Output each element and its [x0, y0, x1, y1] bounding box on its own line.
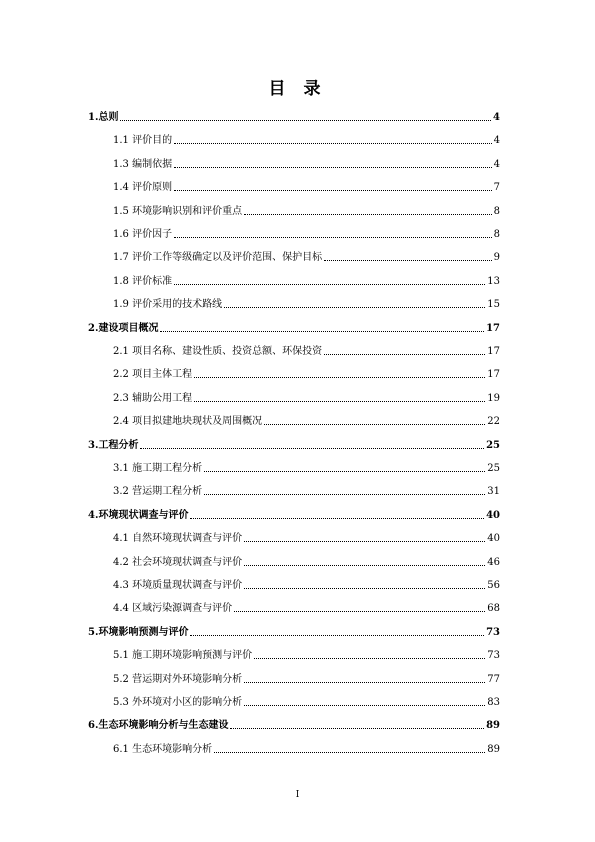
toc-entry-page-number: 25	[486, 439, 500, 451]
toc-entry-page-number: 73	[486, 626, 500, 638]
dot-leader	[264, 424, 485, 425]
dot-leader	[254, 658, 485, 659]
toc-entry-label: 2.1 项目名称、建设性质、投资总额、环保投资	[113, 346, 323, 357]
toc-entry-label: 3.2 营运期工程分析	[113, 486, 203, 498]
dot-leader	[244, 682, 485, 683]
toc-entry-label: 5.2 营运期对外环境影响分析	[113, 673, 243, 685]
toc-section-entry[interactable]	[113, 414, 500, 428]
toc-entry-label: 4.3 环境质量现状调查与评价	[113, 580, 243, 591]
toc-chapter-entry[interactable]	[88, 321, 500, 335]
toc-entry-label: 2.建设项目概况	[88, 322, 159, 334]
toc-section-entry[interactable]	[113, 555, 500, 569]
toc-entry-label: 1.5 环境影响识别和评价重点	[113, 205, 243, 217]
dot-leader	[140, 448, 484, 449]
toc-entry-page-number: 4	[493, 158, 500, 170]
toc-entry-page-number: 40	[487, 533, 500, 545]
toc-entry-label: 6.生态环境影响分析与生态建设	[88, 720, 229, 732]
toc-entry-label: 4.4 区域污染源调查与评价	[113, 603, 233, 615]
toc-entry-label: 3.工程分析	[88, 439, 139, 451]
toc-section-entry[interactable]	[113, 250, 500, 264]
toc-entry-label: 1.9 评价采用的技术路线	[113, 299, 223, 311]
dot-leader	[244, 705, 485, 706]
toc-entry-page-number: 19	[487, 392, 500, 404]
toc-entry-page-number: 17	[487, 346, 500, 357]
dot-leader	[120, 120, 491, 121]
dot-leader	[214, 752, 485, 753]
dot-leader	[230, 728, 484, 729]
dot-leader	[174, 190, 492, 191]
toc-section-entry[interactable]	[113, 274, 500, 288]
dot-leader	[174, 237, 492, 238]
toc-section-entry[interactable]	[113, 531, 500, 545]
toc-section-entry[interactable]	[113, 648, 500, 662]
toc-entry-label: 1.总则	[88, 112, 119, 123]
toc-chapter-entry[interactable]	[88, 718, 500, 732]
toc-entry-label: 4.1 自然环境现状调查与评价	[113, 533, 243, 545]
dot-leader	[160, 331, 484, 332]
toc-section-entry[interactable]	[113, 180, 500, 194]
toc-section-entry[interactable]	[113, 578, 500, 592]
toc-entry-page-number: 77	[487, 673, 500, 685]
toc-entry-label: 4.2 社会环境现状调查与评价	[113, 556, 243, 568]
dot-leader	[244, 214, 492, 215]
dot-leader	[234, 611, 485, 612]
toc-section-entry[interactable]	[113, 461, 500, 475]
toc-entry-page-number: 89	[487, 743, 500, 755]
toc-entry-label: 2.3 辅助公用工程	[113, 392, 193, 404]
toc-section-entry[interactable]	[113, 672, 500, 686]
toc-entry-label: 1.6 评价因子	[113, 229, 173, 240]
toc-entry-label: 5.1 施工期环境影响预测与评价	[113, 650, 253, 662]
toc-entry-label: 1.3 编制依据	[113, 158, 173, 170]
dot-leader	[324, 354, 485, 355]
toc-entry-page-number: 25	[487, 463, 500, 474]
toc-entry-label: 5.环境影响预测与评价	[88, 626, 189, 638]
toc-chapter-entry[interactable]	[88, 508, 500, 522]
toc-chapter-entry[interactable]	[88, 110, 500, 124]
dot-leader	[204, 494, 485, 495]
toc-entry-page-number: 4	[493, 112, 500, 123]
toc-section-entry[interactable]	[113, 227, 500, 241]
toc-title: 目 录	[268, 79, 327, 99]
toc-entry-page-number: 89	[486, 720, 500, 732]
toc-entry-page-number: 8	[493, 205, 500, 217]
toc-entry-label: 1.1 评价目的	[113, 135, 173, 147]
toc-entry-page-number: 46	[487, 556, 500, 568]
toc-section-entry[interactable]	[113, 742, 500, 756]
dot-leader	[174, 167, 492, 168]
dot-leader	[190, 635, 484, 636]
toc-chapter-entry[interactable]	[88, 625, 500, 639]
toc-entry-label: 5.3 外环境对小区的影响分析	[113, 697, 243, 708]
toc-section-entry[interactable]	[113, 157, 500, 171]
toc-section-entry[interactable]	[113, 695, 500, 709]
toc-entry-page-number: 73	[487, 650, 500, 662]
toc-entry-page-number: 7	[493, 182, 500, 194]
dot-leader	[324, 260, 492, 261]
toc-section-entry[interactable]	[113, 484, 500, 498]
toc-entry-page-number: 31	[487, 486, 500, 498]
toc-entry-page-number: 13	[487, 275, 500, 287]
toc-section-entry[interactable]	[113, 344, 500, 358]
dot-leader	[174, 143, 492, 144]
dot-leader	[174, 284, 485, 285]
toc-entry-label: 2.4 项目拟建地块现状及周围概况	[113, 416, 263, 428]
dot-leader	[190, 518, 484, 519]
toc-entry-label: 1.4 评价原则	[113, 182, 173, 194]
toc-entry-page-number: 4	[493, 135, 500, 147]
toc-section-entry[interactable]	[113, 367, 500, 381]
toc-entry-page-number: 40	[486, 509, 500, 521]
toc-entry-page-number: 8	[493, 229, 500, 240]
toc-section-entry[interactable]	[113, 391, 500, 405]
toc-entry-page-number: 17	[487, 369, 500, 381]
toc-entry-page-number: 56	[487, 580, 500, 591]
toc-entry-page-number: 68	[487, 603, 500, 615]
toc-entry-label: 1.8 评价标准	[113, 275, 173, 287]
dot-leader	[194, 377, 485, 378]
toc-entry-page-number: 22	[487, 416, 500, 428]
dot-leader	[224, 307, 485, 308]
toc-entry-page-number: 17	[486, 322, 500, 334]
toc-entry-label: 6.1 生态环境影响分析	[113, 743, 213, 755]
toc-entry-label: 2.2 项目主体工程	[113, 369, 193, 381]
page-footer-number: I	[295, 790, 300, 800]
toc-entry-label: 3.1 施工期工程分析	[113, 463, 203, 474]
dot-leader	[244, 541, 485, 542]
toc-section-entry[interactable]	[113, 297, 500, 311]
toc-chapter-entry[interactable]	[88, 438, 500, 452]
toc-section-entry[interactable]	[113, 601, 500, 615]
dot-leader	[204, 471, 485, 472]
toc-section-entry[interactable]	[113, 204, 500, 218]
dot-leader	[194, 401, 485, 402]
toc-entry-page-number: 9	[493, 252, 500, 264]
toc-section-entry[interactable]	[113, 133, 500, 147]
toc-entry-page-number: 83	[487, 697, 500, 708]
toc-entry-page-number: 15	[487, 299, 500, 311]
toc-entry-label: 4.环境现状调查与评价	[88, 509, 189, 521]
toc-entry-label: 1.7 评价工作等级确定以及评价范围、保护目标	[113, 252, 323, 264]
dot-leader	[244, 565, 485, 566]
dot-leader	[244, 588, 485, 589]
